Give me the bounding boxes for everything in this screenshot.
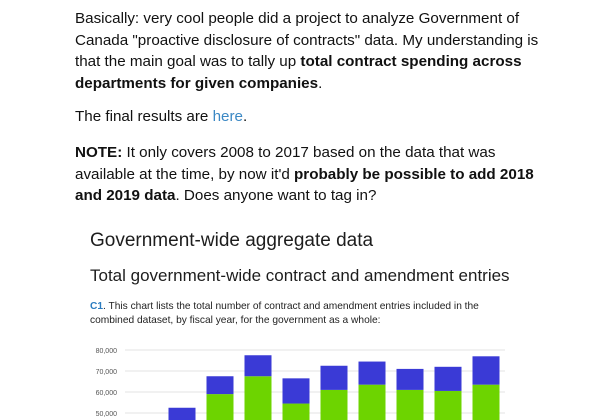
stacked-bar-chart [85, 340, 515, 420]
bar-amendments [245, 355, 272, 376]
y-tick-label: 60,000 [95, 390, 117, 397]
bar-contracts [473, 385, 500, 420]
total-entries-heading: Total government-wide contract and amendment entries [90, 266, 510, 285]
y-tick-label: 50,000 [95, 411, 117, 418]
intro-text: Basically: very cool people did a project to analyze Government of Canada "proactive disclosure of contracts" data. My understanding is that the main goal was to tally up [75, 10, 539, 70]
intro-end: . [318, 74, 323, 92]
bar-amendments [283, 378, 310, 403]
results-text: The final results are [75, 108, 213, 125]
bar-amendments [397, 369, 424, 390]
bar-amendments [359, 362, 386, 385]
results-link[interactable]: here [212, 108, 243, 125]
bar-contracts [359, 385, 386, 420]
note-bold-text: probably be possible to add 2018 and 2019 data [75, 165, 534, 204]
bar-amendments [321, 366, 348, 390]
bar-contracts [435, 391, 462, 420]
bar-contracts [283, 404, 310, 420]
bar-amendments [473, 356, 500, 384]
note-text: It only covers 2008 to 2017 based on the data that was available at the time, by now it'd [75, 144, 496, 183]
bar-contracts [245, 376, 272, 420]
y-tick-label: 80,000 [95, 348, 117, 355]
bar-contracts [207, 394, 234, 420]
caption-text: . This chart lists the total number of contract and amendment entries included in the combined dataset, by fiscal year, for the government as a whole: [90, 301, 479, 326]
bar-amendments [435, 367, 462, 391]
y-tick-label: 70,000 [95, 369, 117, 376]
intro-bold-text: total contract spending across departments for given companies [75, 53, 522, 92]
results-paragraph [75, 106, 545, 128]
intro-paragraph [75, 8, 545, 94]
results-end: . [243, 108, 248, 125]
caption-id: C1 [90, 301, 104, 312]
bar-contracts [321, 390, 348, 420]
note-paragraph [75, 142, 545, 207]
bar-contracts [397, 390, 424, 420]
aggregate-heading: Government-wide aggregate data [90, 230, 374, 251]
chart-caption [90, 300, 510, 328]
note-label: NOTE: [75, 144, 123, 161]
chart-svg [85, 340, 515, 420]
note-end: . Does anyone want to tag in? [175, 187, 377, 204]
bar-amendments [207, 376, 234, 394]
